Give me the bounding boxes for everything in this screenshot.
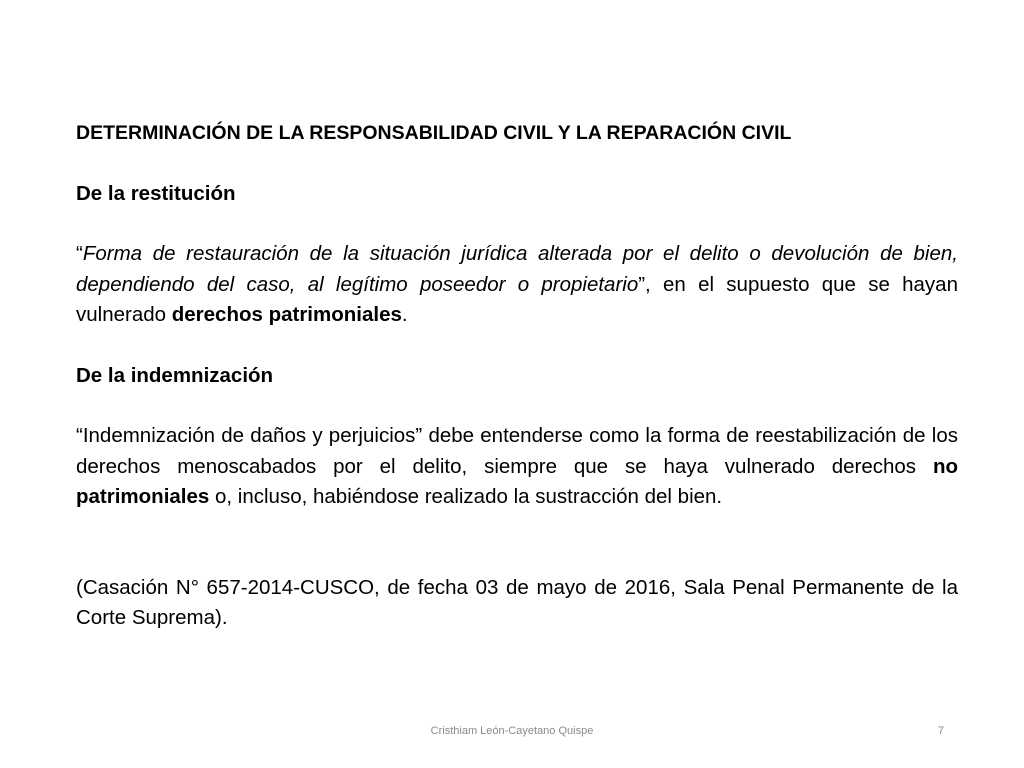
paragraph-indemnizacion [76,421,958,513]
page-number: 7 [937,725,944,737]
restitucion-quote: Forma de restauración de la situación jurídica alterada por el delito o devolución de bien, dependiendo del caso, al legítimo poseedor o propietario [76,242,958,296]
indemnizacion-text: “Indemnización de daños y perjuicios” debe entenderse como la forma de reestabilización de los derechos menoscabados por el delito, siempre que se haya vulnerado derechos [76,424,958,478]
indemnizacion-text-end: o, incluso, habiéndose realizado la sustracción del bien. [209,485,723,508]
slide-footer [0,725,1024,741]
restitucion-text: ”, en el supuesto que se hayan vulnerado [76,272,958,326]
paragraph-restitucion [76,239,958,331]
restitucion-bold-term: derechos patrimoniales [171,303,402,326]
restitucion-end: . [401,303,408,326]
heading-restitucion: De la restitución [76,181,236,205]
slide-content [76,118,958,664]
footer-author: Cristhiam León-Cayetano Quispe [430,725,594,737]
heading-indemnizacion: De la indemnización [76,363,274,387]
indemnizacion-bold-term: no patrimoniales [76,454,958,508]
open-quote: “ [76,242,83,265]
citation-paragraph: (Casación N° 657-2014-CUSCO, de fecha 03 de mayo de 2016, Sala Penal Permanente de la Corte Suprema). [76,575,958,629]
slide-title: DETERMINACIÓN DE LA RESPONSABILIDAD CIVIL Y LA REPARACIÓN CIVIL [76,122,792,144]
